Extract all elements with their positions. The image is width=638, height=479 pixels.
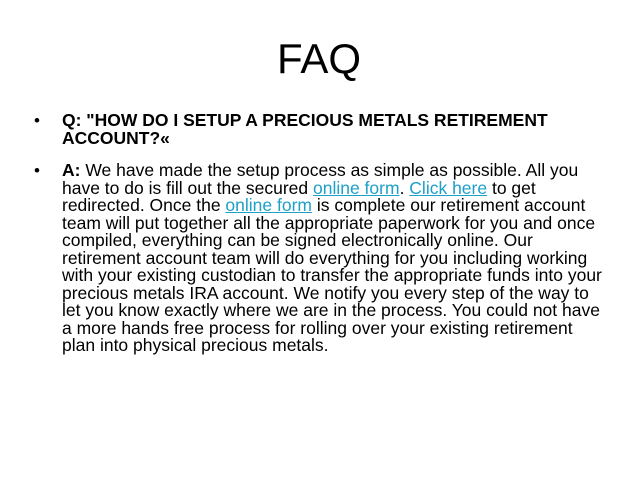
question-item [32, 112, 602, 147]
answer-text-3: to get redirected. Once the [62, 177, 536, 215]
answer-paragraph [62, 160, 602, 355]
answer-text-2: . [399, 177, 410, 198]
question-text: Q: "HOW DO I SETUP A PRECIOUS METALS RETIREMENT ACCOUNT?« [62, 110, 548, 148]
click-here-link[interactable]: Click here [409, 177, 488, 198]
answer-text-4: is complete our retirement account team will put together all the appropriate paperwork for you and once compiled, everything can be signed electronically online. Our retirement account team will do everything for you including working with your existing custodian to transfer the appropriate funds into your precious metals IRA account. We notify you every step of the way to let you know exactly where we are in the process. You could not have a more hands free process for rolling over your existing retirement plan into physical precious metals. [62, 195, 602, 355]
faq-list [32, 112, 602, 370]
online-form-link[interactable]: online form [312, 177, 400, 198]
answer-text-1: We have made the setup process as simple as possible. All you have to do is fill out the secured [62, 160, 579, 198]
slide-title: FAQ [276, 35, 362, 82]
answer-label: A: [62, 160, 81, 180]
bullet-icon: • [34, 161, 40, 180]
bullet-icon: • [34, 111, 40, 130]
answer-item [32, 162, 602, 355]
online-form-link-2[interactable]: online form [225, 195, 312, 215]
